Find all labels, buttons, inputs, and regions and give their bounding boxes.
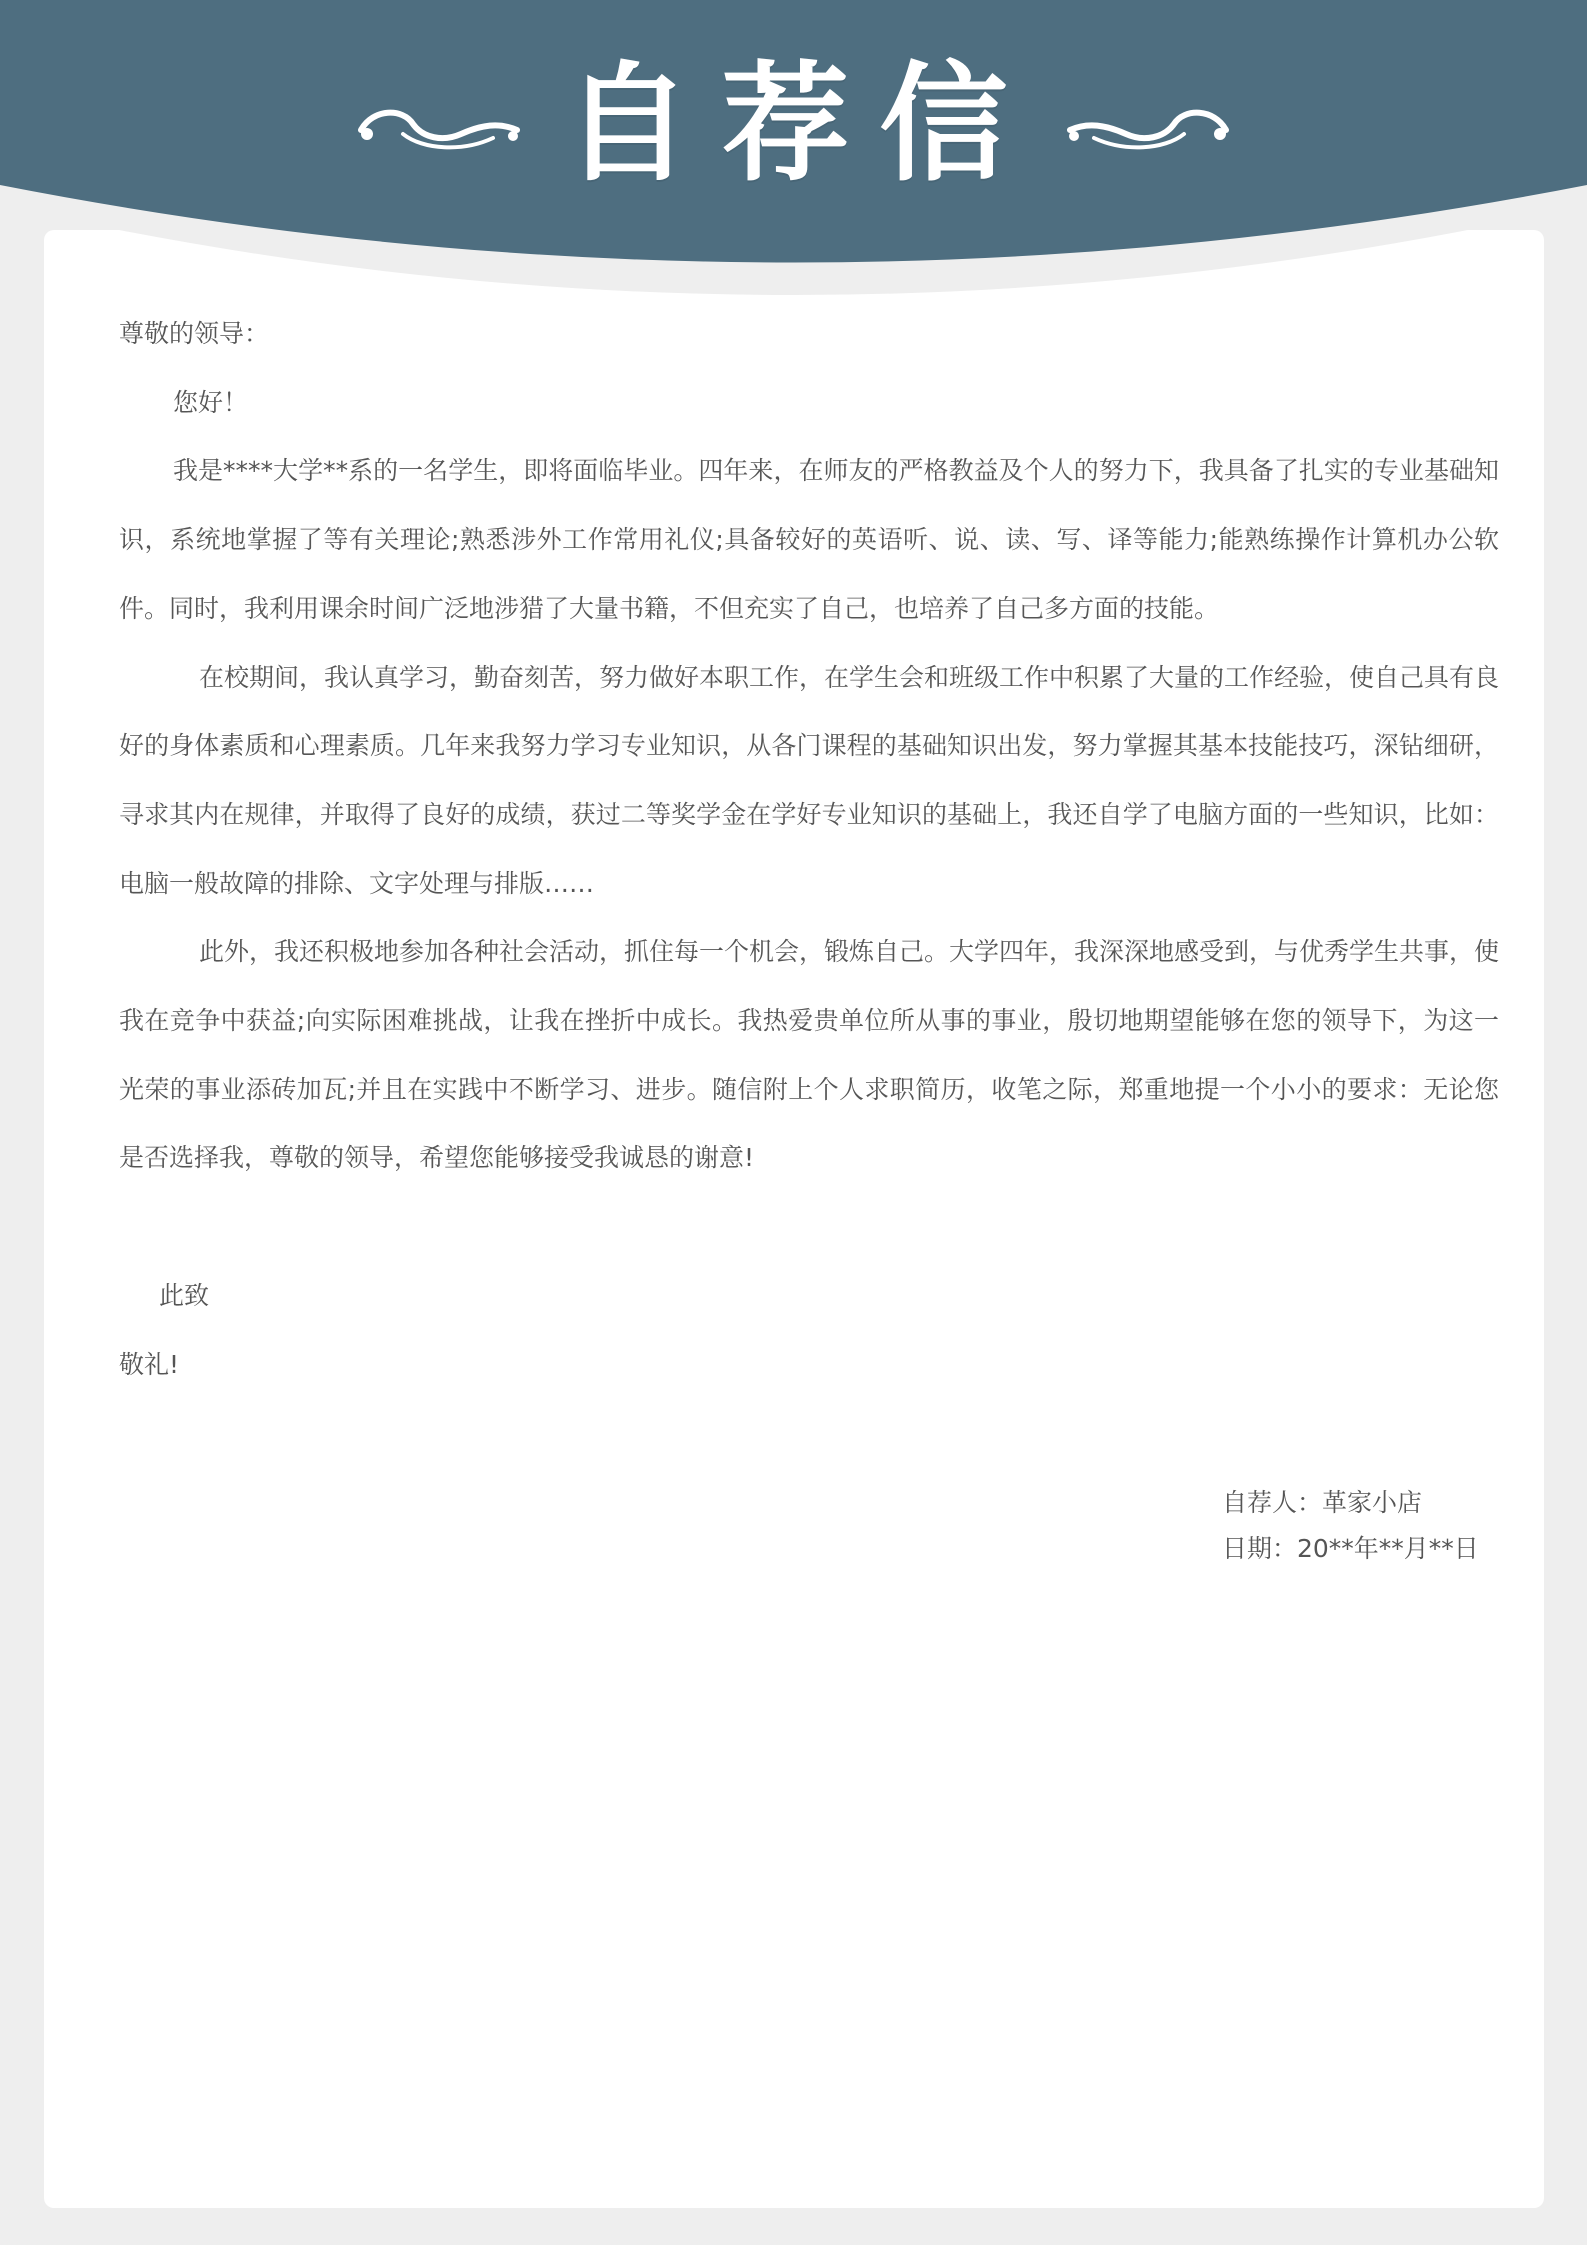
salutation: 尊敬的领导： bbox=[119, 319, 270, 348]
page-title: 自荐信 bbox=[563, 50, 1038, 199]
date: 日期：20**年**月**日 bbox=[1222, 1534, 1479, 1563]
signature-block bbox=[1222, 1480, 1479, 1572]
closing: 此致 bbox=[159, 1280, 210, 1310]
left-flourish-icon bbox=[353, 90, 523, 160]
paragraph-1: 我是****大学**系的一名学生，即将面临毕业。四年来，在师友的严格教益及个人的努力下，我具备了扎实的专业基础知识，系统地掌握了等有关理论;熟悉涉外工作常用礼仪;具备较好的英语听、说、读、写、译等能力;能熟练操作计算机办公软件。同时，我利用课余时间广泛地涉猎了大量书籍，不但充实了自己，也培养了自己多方面的技能。 bbox=[119, 456, 1499, 623]
greeting: 您好！ bbox=[173, 387, 249, 417]
letter-body bbox=[119, 300, 1499, 1399]
paragraph-2: 在校期间，我认真学习，勤奋刻苦，努力做好本职工作，在学生会和班级工作中积累了大量的工作经验，使自己具有良好的身体素质和心理素质。几年来我努力学习专业知识，从各门课程的基础知识出发，努力掌握其基本技能技巧，深钻细研，寻求其内在规律，并取得了良好的成绩，获过二等奖学金在学好专业知识的基础上，我还自学了电脑方面的一些知识，比如：电脑一般故障的排除、文字处理与排版…… bbox=[119, 662, 1500, 898]
right-flourish-icon bbox=[1064, 90, 1234, 160]
paragraph-3: 此外，我还积极地参加各种社会活动，抓住每一个机会，锻炼自己。大学四年，我深深地感受到，与优秀学生共事，使我在竞争中获益;向实际困难挑战，让我在挫折中成长。我热爱贵单位所从事的事业，殷切地期望能够在您的领导下，为这一光荣的事业添砖加瓦;并且在实践中不断学习、进步。随信附上个人求职简历，收笔之际，郑重地提一个小小的要求：无论您是否选择我，尊敬的领导，希望您能够接受我诚恳的谢意! bbox=[119, 937, 1500, 1173]
signer: 自荐人：革家小店 bbox=[1222, 1488, 1423, 1517]
title-group bbox=[0, 40, 1587, 210]
regards: 敬礼! bbox=[119, 1349, 180, 1379]
